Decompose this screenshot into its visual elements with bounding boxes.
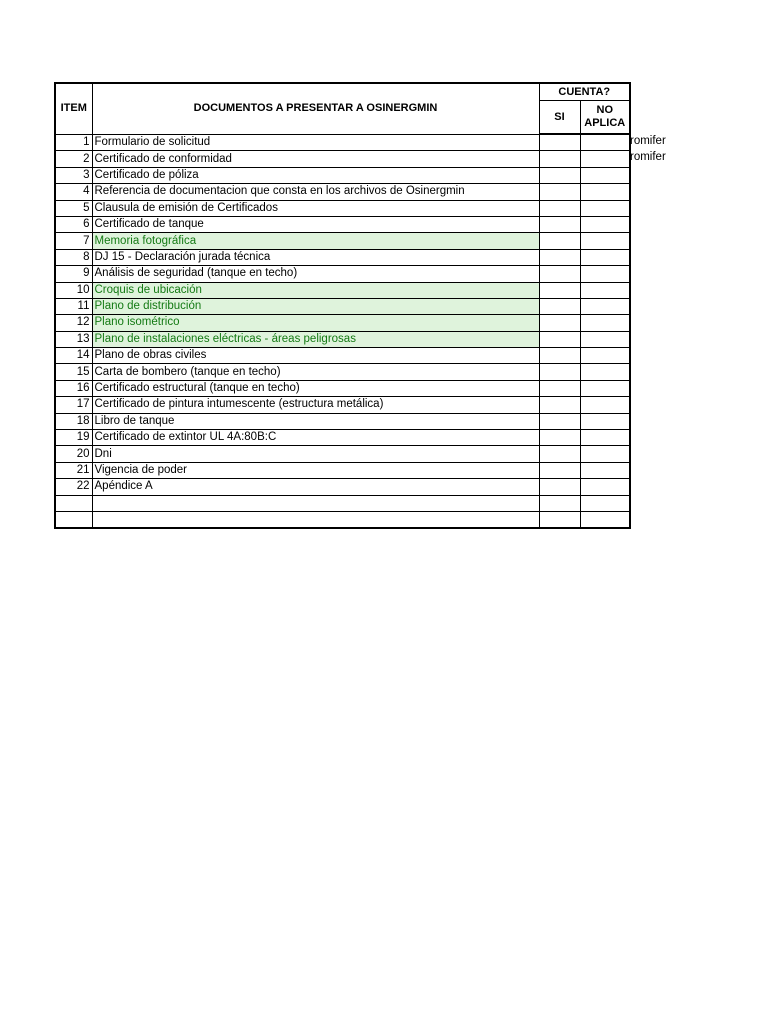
table-row: [55, 446, 630, 462]
no-aplica-cell[interactable]: [580, 216, 630, 232]
item-number: 3: [55, 167, 92, 183]
si-cell[interactable]: [539, 266, 580, 282]
item-number: 18: [55, 413, 92, 429]
document-name: Certificado de póliza: [92, 167, 539, 183]
document-name: Libro de tanque: [92, 413, 539, 429]
document-name: Croquis de ubicación: [92, 282, 539, 298]
cuenta-header: CUENTA?: [539, 83, 630, 101]
item-number: 9: [55, 266, 92, 282]
table-row: [55, 266, 630, 282]
side-note: romifer: [630, 151, 666, 163]
no-aplica-cell[interactable]: [580, 315, 630, 331]
table-row: [55, 511, 630, 528]
si-cell[interactable]: [539, 167, 580, 183]
document-name: Plano de distribución: [92, 298, 539, 314]
si-cell[interactable]: [539, 216, 580, 232]
no-aplica-cell[interactable]: [580, 380, 630, 396]
item-number: 2: [55, 151, 92, 167]
si-cell[interactable]: [539, 380, 580, 396]
no-aplica-cell[interactable]: [580, 151, 630, 167]
no-aplica-cell[interactable]: [580, 233, 630, 249]
no-aplica-cell[interactable]: [580, 298, 630, 314]
item-number: 6: [55, 216, 92, 232]
document-name: Formulario de solicitud: [92, 134, 539, 151]
no-aplica-cell[interactable]: [580, 397, 630, 413]
table-row: [55, 151, 630, 167]
si-cell[interactable]: [539, 364, 580, 380]
si-cell[interactable]: [539, 233, 580, 249]
document-name: Plano de obras civiles: [92, 348, 539, 364]
table-row: [55, 479, 630, 495]
no-aplica-cell[interactable]: [580, 134, 630, 151]
table-row: [55, 462, 630, 478]
item-number: [55, 495, 92, 511]
table-row: [55, 495, 630, 511]
document-name: Apéndice A: [92, 479, 539, 495]
si-cell[interactable]: [539, 184, 580, 200]
document-name: Clausula de emisión de Certificados: [92, 200, 539, 216]
si-cell[interactable]: [539, 298, 580, 314]
table-row: [55, 348, 630, 364]
item-number: 12: [55, 315, 92, 331]
no-aplica-cell[interactable]: [580, 266, 630, 282]
document-name: Certificado de tanque: [92, 216, 539, 232]
no-aplica-cell[interactable]: [580, 249, 630, 265]
document-name: Certificado de conformidad: [92, 151, 539, 167]
table-row: [55, 298, 630, 314]
item-number: 8: [55, 249, 92, 265]
item-number: 7: [55, 233, 92, 249]
no-aplica-cell[interactable]: [580, 511, 630, 528]
no-aplica-cell[interactable]: [580, 331, 630, 347]
document-name: Plano isométrico: [92, 315, 539, 331]
item-number: 17: [55, 397, 92, 413]
si-cell[interactable]: [539, 413, 580, 429]
document-name: Certificado de extintor UL 4A:80B:C: [92, 430, 539, 446]
item-number: 5: [55, 200, 92, 216]
no-aplica-cell[interactable]: [580, 184, 630, 200]
document-name: Certificado de pintura intumescente (estructura metálica): [92, 397, 539, 413]
si-cell[interactable]: [539, 331, 580, 347]
no-aplica-cell[interactable]: [580, 167, 630, 183]
table-row: [55, 364, 630, 380]
no-aplica-cell[interactable]: [580, 462, 630, 478]
si-cell[interactable]: [539, 348, 580, 364]
si-cell[interactable]: [539, 134, 580, 151]
item-number: 20: [55, 446, 92, 462]
document-name: [92, 511, 539, 528]
item-number: 16: [55, 380, 92, 396]
document-name: Memoria fotográfica: [92, 233, 539, 249]
no-aplica-cell[interactable]: [580, 430, 630, 446]
document-name: Vigencia de poder: [92, 462, 539, 478]
document-name: Carta de bombero (tanque en techo): [92, 364, 539, 380]
document-name: Referencia de documentacion que consta en los archivos de Osinergmin: [92, 184, 539, 200]
no-aplica-cell[interactable]: [580, 495, 630, 511]
item-number: 15: [55, 364, 92, 380]
si-cell[interactable]: [539, 249, 580, 265]
table-row: [55, 216, 630, 232]
si-cell[interactable]: [539, 462, 580, 478]
table-row: [55, 200, 630, 216]
si-cell[interactable]: [539, 430, 580, 446]
item-number: 21: [55, 462, 92, 478]
no-aplica-cell[interactable]: [580, 413, 630, 429]
document-name: [92, 495, 539, 511]
item-number: 22: [55, 479, 92, 495]
item-number: 19: [55, 430, 92, 446]
si-header: SI: [539, 101, 580, 135]
table-row: [55, 233, 630, 249]
table-row: [55, 430, 630, 446]
no-aplica-cell[interactable]: [580, 446, 630, 462]
document-name: Análisis de seguridad (tanque en techo): [92, 266, 539, 282]
si-cell[interactable]: [539, 282, 580, 298]
si-cell[interactable]: [539, 200, 580, 216]
side-note: romifer: [630, 135, 666, 147]
si-cell[interactable]: [539, 511, 580, 528]
document-name: DJ 15 - Declaración jurada técnica: [92, 249, 539, 265]
si-cell[interactable]: [539, 479, 580, 495]
item-number: 13: [55, 331, 92, 347]
table-row: [55, 167, 630, 183]
table-row: [55, 134, 630, 151]
si-cell[interactable]: [539, 446, 580, 462]
table-row: [55, 380, 630, 396]
table-row: [55, 282, 630, 298]
item-header: ITEM: [55, 83, 92, 134]
no-aplica-cell[interactable]: [580, 282, 630, 298]
table-row: [55, 315, 630, 331]
document-name: Dni: [92, 446, 539, 462]
si-cell[interactable]: [539, 397, 580, 413]
no-aplica-cell[interactable]: [580, 364, 630, 380]
item-number: 4: [55, 184, 92, 200]
table-row: [55, 413, 630, 429]
item-number: [55, 511, 92, 528]
si-cell[interactable]: [539, 495, 580, 511]
item-number: 11: [55, 298, 92, 314]
table-row: [55, 184, 630, 200]
table-row: [55, 397, 630, 413]
document-name: Plano de instalaciones eléctricas - áreas peligrosas: [92, 331, 539, 347]
item-number: 1: [55, 134, 92, 151]
si-cell[interactable]: [539, 151, 580, 167]
table-row: [55, 331, 630, 347]
no-aplica-header: NO APLICA: [580, 101, 630, 135]
documents-checklist-table: [54, 82, 631, 529]
checklist-rows: [55, 134, 630, 528]
no-aplica-cell[interactable]: [580, 200, 630, 216]
si-cell[interactable]: [539, 315, 580, 331]
document-name: Certificado estructural (tanque en techo): [92, 380, 539, 396]
no-aplica-cell[interactable]: [580, 479, 630, 495]
table-row: [55, 249, 630, 265]
documents-header: DOCUMENTOS A PRESENTAR A OSINERGMIN: [92, 83, 539, 134]
item-number: 14: [55, 348, 92, 364]
item-number: 10: [55, 282, 92, 298]
no-aplica-cell[interactable]: [580, 348, 630, 364]
